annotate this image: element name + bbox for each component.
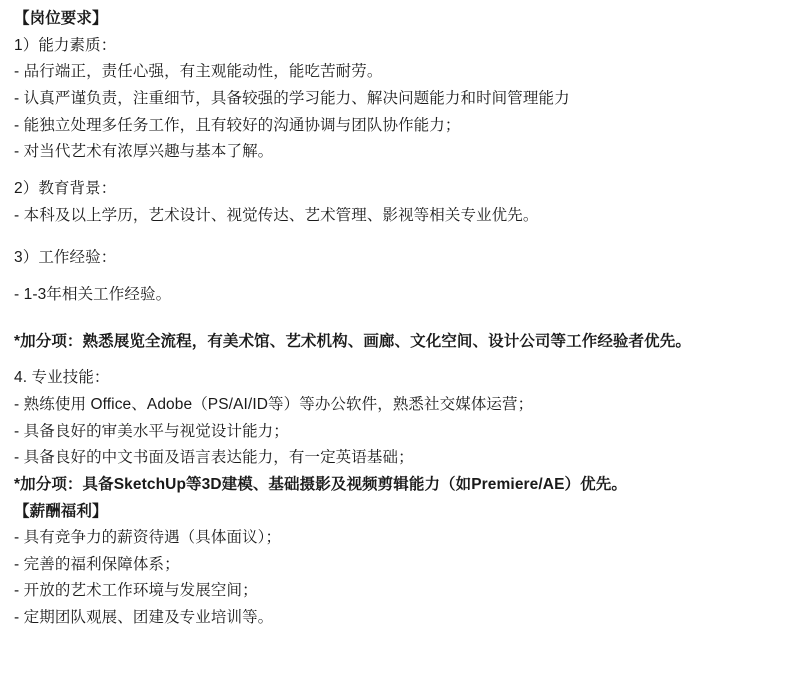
benefit-item: - 具有竞争力的薪资待遇（具体面议）；	[14, 529, 282, 547]
paragraph-spacer	[14, 355, 786, 365]
requirement-item: - 具备良好的中文书面及语言表达能力，有一定英语基础；	[14, 449, 414, 467]
requirement-group-3-title: 3）工作经验：	[14, 249, 117, 267]
requirement-item: - 熟练使用 Office、Adobe（PS/AI/ID等）等办公软件，熟悉社交媒体运营；	[14, 395, 534, 413]
requirement-item: - 对当代艺术有浓厚兴趣与基本了解。	[14, 143, 274, 161]
paragraph-spacer	[14, 309, 786, 329]
requirement-item: - 认真严谨负责，注重细节，具备较强的学习能力、解决问题能力和时间管理能力	[14, 89, 570, 107]
requirement-item: - 能独立处理多任务工作，且有较好的沟通协调与团队协作能力；	[14, 116, 461, 134]
bonus-note-skills: *加分项：具备SketchUp等3D建模、基础摄影及视频剪辑能力（如Premiere/AE）优先。	[14, 475, 627, 493]
requirement-item: - 1-3年相关工作经验。	[14, 285, 172, 303]
requirement-group-2-title: 2）教育背景：	[14, 179, 117, 197]
requirement-item: - 品行端正，责任心强，有主观能动性，能吃苦耐劳。	[14, 63, 383, 81]
requirement-group-4-title: 4. 专业技能：	[14, 369, 110, 387]
requirement-item: - 具备良好的审美水平与视觉设计能力；	[14, 422, 289, 440]
requirement-group-1-title: 1）能力素质：	[14, 36, 117, 54]
requirement-item: - 本科及以上学历，艺术设计、视觉传达、艺术管理、影视等相关专业优先。	[14, 206, 539, 224]
section-heading-salary-benefits: 【薪酬福利】	[14, 502, 108, 520]
benefit-item: - 完善的福利保障体系；	[14, 555, 180, 573]
paragraph-spacer	[14, 229, 786, 245]
benefit-item: - 定期团队观展、团建及专业培训等。	[14, 609, 274, 627]
section-heading-job-requirements: 【岗位要求】	[14, 10, 108, 27]
paragraph-spacer	[14, 272, 786, 282]
benefit-item: - 开放的艺术工作环境与发展空间；	[14, 582, 258, 600]
bonus-note-experience: *加分项：熟悉展览全流程，有美术馆、艺术机构、画廊、文化空间、设计公司等工作经验者优先。	[14, 332, 691, 350]
paragraph-spacer	[14, 166, 786, 176]
